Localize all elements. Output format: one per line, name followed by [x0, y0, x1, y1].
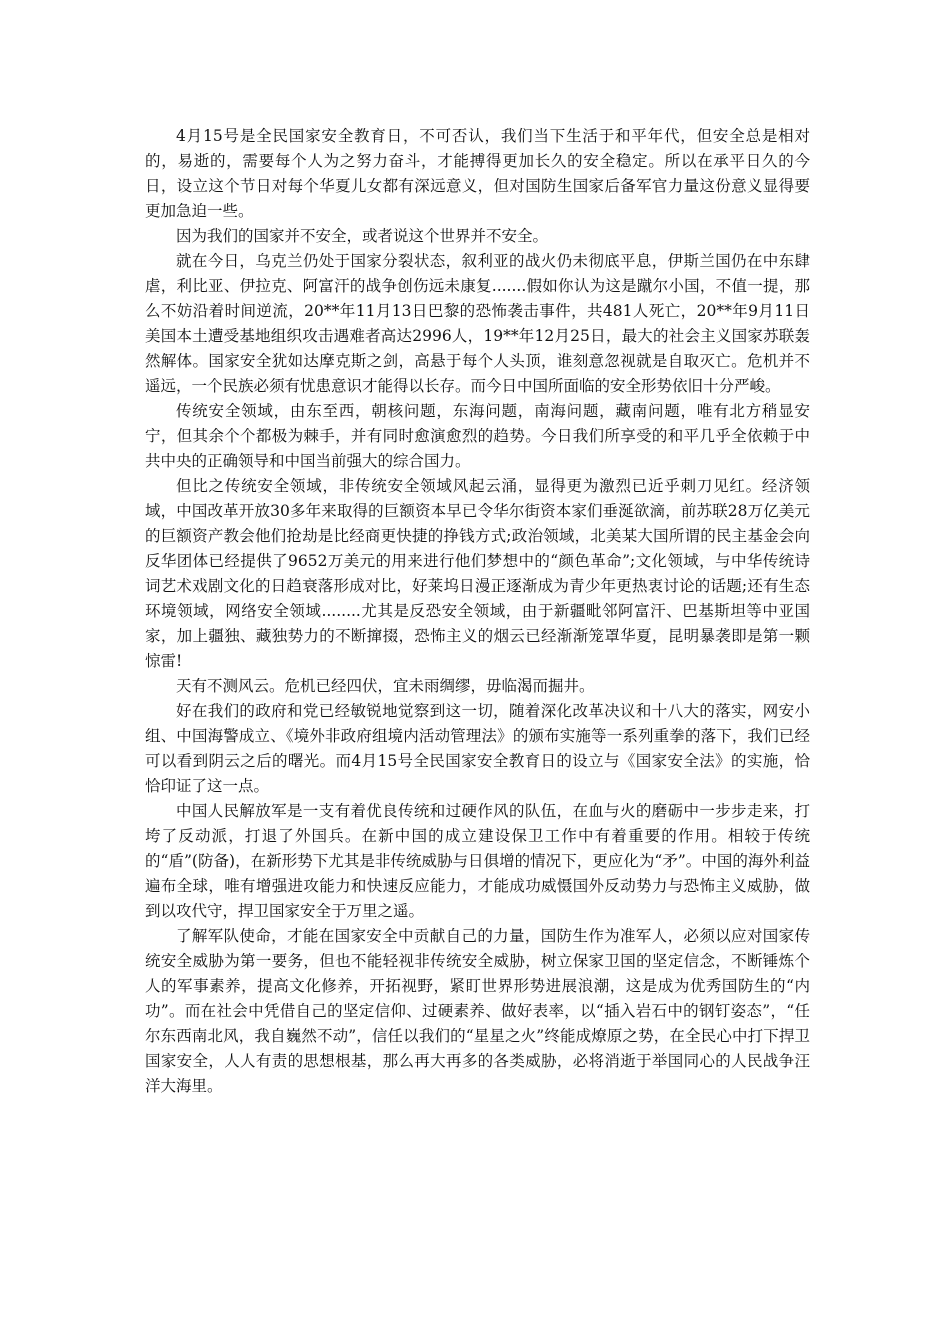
paragraph-1: 4月15号是全民国家安全教育日，不可否认，我们当下生活于和平年代，但安全总是相对的，易逝的，需要每个人为之努力奋斗，才能搏得更加长久的安全稳定。所以在承平日久的今日，设立这个节日对每个华夏儿女都有深远意义，但对国防生国家后备军官力量这份意义显得要更加急迫一些。: [145, 127, 810, 220]
paragraph-7: 好在我们的政府和党已经敏锐地觉察到这一切，随着深化改革决议和十八大的落实，网安小组、中国海警成立、《境外非政府组境内活动管理法》的颁布实施等一系列重拳的落下，我们已经可以看到阴云之后的曙光。而4月15号全民国家安全教育日的设立与《国家安全法》的实施，恰恰印证了这一点。: [145, 702, 810, 795]
paragraph-9: 了解军队使命，才能在国家安全中贡献自己的力量，国防生作为准军人，必须以应对国家传统安全威胁为第一要务，但也不能轻视非传统安全威胁，树立保家卫国的坚定信念，不断锤炼个人的军事素养，提高文化修养，开拓视野，紧盯世界形势进展浪潮，这是成为优秀国防生的“内功”。而在社会中凭借自己的坚定信仰、过硬素养、做好表率，以“插入岩石中的钢钉姿态”，“任尔东西南北风，我自巍然不动”，信任以我们的“星星之火”终能成燎原之势，在全民心中打下捍卫国家安全，人人有责的思想根基，那么再大再多的各类威胁，必将消逝于举国同心的人民战争汪洋大海里。: [145, 927, 810, 1095]
paragraph-3: 就在今日，乌克兰仍处于国家分裂状态，叙利亚的战火仍未彻底平息，伊斯兰国仍在中东肆虐，利比亚、伊拉克、阿富汗的战争创伤远未康复.......假如你认为这是蹴尔小国，不值一提，那么不妨沿着时间逆流，20**年11月13日巴黎的恐怖袭击事件，共481人死亡，20**年9月11日美国本土遭受基地组织攻击遇难者高达2996人，19**年12月25日，最大的社会主义国家苏联轰然解体。国家安全犹如达摩克斯之剑，高悬于每个人头顶，谁刻意忽视就是自取灭亡。危机并不遥远，一个民族必须有忧患意识才能得以长存。而今日中国所面临的安全形势依旧十分严峻。: [145, 252, 810, 395]
paragraph-8: 中国人民解放军是一支有着优良传统和过硬作风的队伍，在血与火的磨砺中一步步走来，打垮了反动派，打退了外国兵。在新中国的成立建设保卫工作中有着重要的作用。相较于传统的“盾”(防备)，在新形势下尤其是非传统威胁与日俱增的情况下，更应化为“矛”。中国的海外利益遍布全球，唯有增强进攻能力和快速反应能力，才能成功威慑国外反动势力与恐怖主义威胁，做到以攻代守，捍卫国家安全于万里之遥。: [145, 802, 810, 920]
paragraph-2: 因为我们的国家并不安全，或者说这个世界并不安全。: [176, 227, 549, 245]
paragraph-5: 但比之传统安全领域，非传统安全领域风起云涌，显得更为激烈已近乎刺刀见红。经济领域，中国改革开放30多年来取得的巨额资本早已令华尔街资本家们垂涎欲滴，前苏联28万亿美元的巨额资产教会他们抢劫是比经商更快捷的挣钱方式;政治领域，北美某大国所谓的民主基金会向反华团体已经提供了9652万美元的用来进行他们梦想中的“颜色革命”;文化领域，与中华传统诗词艺术戏剧文化的日趋衰落形成对比，好莱坞日漫正逐渐成为青少年更热衷讨论的话题;还有生态环境领域，网络安全领域........尤其是反恐安全领域，由于新疆毗邻阿富汗、巴基斯坦等中亚国家，加上疆独、藏独势力的不断撺掇，恐怖主义的烟云已经渐渐笼罩华夏，昆明暴袭即是第一颗惊雷!: [145, 477, 810, 670]
document-body: [145, 124, 810, 1099]
paragraph-6: 天有不测风云。危机已经四伏，宜未雨绸缪，毋临渴而掘井。: [176, 677, 595, 695]
paragraph-4: 传统安全领域，由东至西，朝核问题，东海问题，南海问题，藏南问题，唯有北方稍显安宁，但其余个个都极为棘手，并有同时愈演愈烈的趋势。今日我们所享受的和平几乎全依赖于中共中央的正确领导和中国当前强大的综合国力。: [145, 402, 810, 470]
